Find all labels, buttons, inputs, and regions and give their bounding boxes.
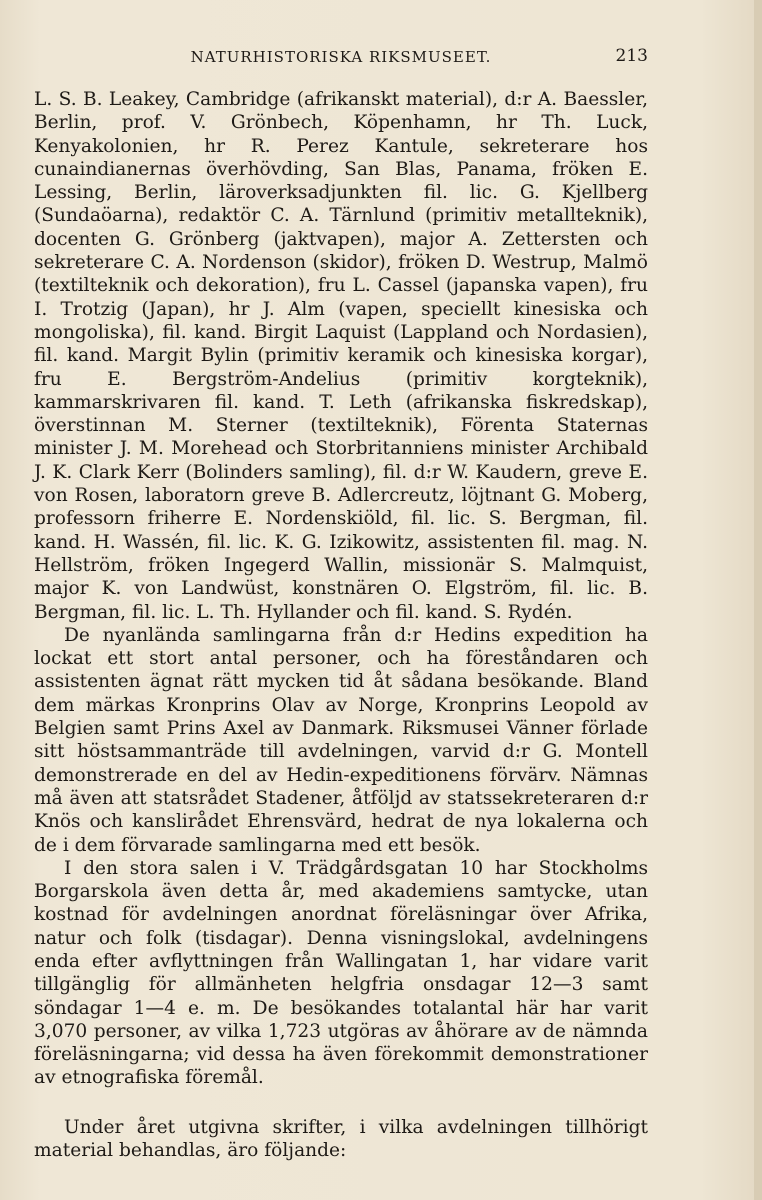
body-text	[34, 88, 648, 1162]
paragraph-publications: Under året utgivna skrifter, i vilka avdelningen tillhörigt material behandlas, äro följande:	[34, 1116, 648, 1162]
header-title: NATURHISTORISKA RIKSMUSEET.	[190, 48, 492, 66]
page-number: 213	[615, 46, 648, 66]
paragraph-exhibition-hall: I den stora salen i V. Trädgårdsgatan 10 har Stockholms Borgarskola även detta år, med akademiens samtycke, utan kostnad för avdelningen anordnat föreläsningar över Afrika, natur och folk (tisdagar). Denna visningslokal, avdelningens enda efter avflyttningen från Wallingatan 1, har vidare varit tillgänglig för allmänheten helgfria onsdagar 12—3 samt söndagar 1—4 e. m. De besökandes totalantal här har varit 3,070 personer, av vilka 1,723 utgöras av åhörare av de nämnda föreläsningarna; vid dessa ha även förekommit demonstrationer av etnografiska föremål.	[34, 857, 648, 1089]
paragraph-donors: L. S. B. Leakey, Cambridge (afrikanskt material), d:r A. Baessler, Berlin, prof. V. Grönbech, Köpenhamn, hr Th. Luck, Kenyakolonien, hr R. Perez Kantule, sekreterare hos cunaindianernas överhövding, San Blas, Panama, fröken E. Lessing, Berlin, läroverksadjunkten fil. lic. G. Kjellberg (Sundaöarna), redaktör C. A. Tärnlund (primitiv metallteknik), docenten G. Grönberg (jaktvapen), major A. Zettersten och sekreterare C. A. Nordenson (skidor), fröken D. Westrup, Malmö (textilteknik och dekoration), fru L. Cassel (japanska vapen), fru I. Trotzig (Japan), hr J. Alm (vapen, speciellt kinesiska och mongoliska), fil. kand. Birgit Laquist (Lappland och Nordasien), fil. kand. Margit Bylin (primitiv keramik och kinesiska korgar), fru E. Bergström-Andelius (primitiv korgteknik), kammarskrivaren fil. kand. T. Leth (afrikanska fiskredskap), överstinnan M. Sterner (textilteknik), Förenta Staternas minister J. M. Morehead och Storbritanniens minister Archibald J. K. Clark Kerr (Bolinders samling), fil. d:r W. Kaudern, greve E. von Rosen, laboratorn greve B. Adlercreutz, löjtnant G. Moberg, professorn friherre E. Nordenskiöld, fil. lic. S. Bergman, fil. kand. H. Wassén, fil. lic. K. G. Izikowitz, assistenten fil. mag. N. Hellström, fröken Ingegerd Wallin, missionär S. Malmquist, major K. von Landwüst, konstnären O. Elgström, fil. lic. B. Bergman, fil. lic. L. Th. Hyllander och fil. kand. S. Rydén.	[34, 89, 648, 623]
page-edge	[754, 0, 762, 1200]
running-header	[34, 46, 648, 70]
paragraph-gap	[34, 1090, 648, 1116]
paragraph-visitors: De nyanlända samlingarna från d:r Hedins expedition ha lockat ett stort antal personer, och ha föreståndaren och assistenten ägnat rätt mycken tid åt sådana besökande. Bland dem märkas Kronprins Olav av Norge, Kronprins Leopold av Belgien samt Prins Axel av Danmark. Riksmusei Vänner förlade sitt höstsammanträde till avdelningen, varvid d:r G. Montell demonstrerade en del av Hedin-expeditionens förvärv. Nämnas må även att statsrådet Stadener, åtföljd av statssekreteraren d:r Knös och kanslirådet Ehrensvärd, hedrat de nya lokalerna och de i dem förvarade samlingarna med ett besök.	[34, 624, 648, 856]
